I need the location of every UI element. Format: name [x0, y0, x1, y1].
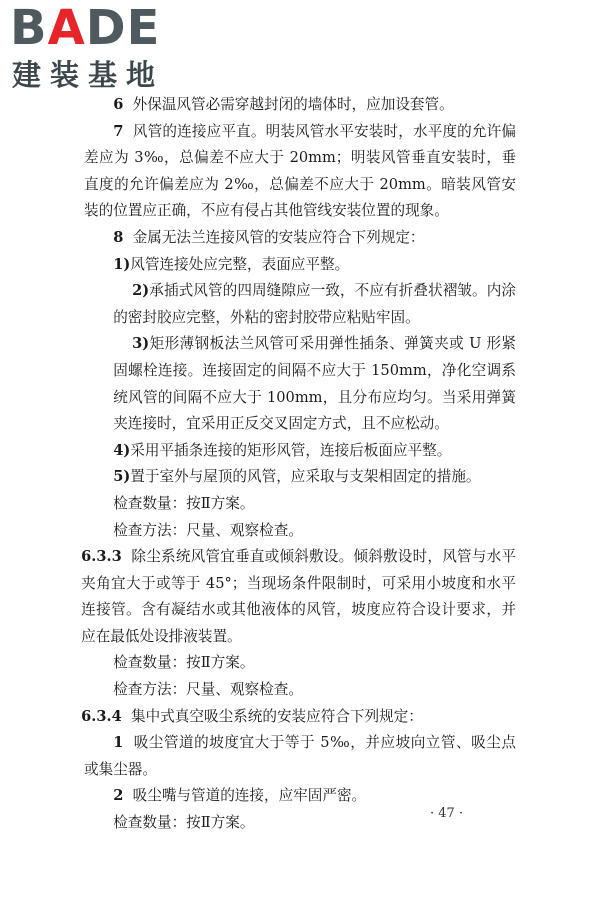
subitem-2-number: 2)	[132, 282, 150, 300]
subitem-1	[84, 252, 516, 279]
item-7	[84, 119, 516, 225]
section-6-3-4-item-1-number: 1	[113, 734, 124, 752]
subitem-2-text: 承插式风管的四周缝隙应一致，不应有折叠状褶皱。内涂的密封胶应完整，外粘的密封胶带应粘贴牢固。	[113, 282, 516, 326]
subitem-5-text: 置于室外与屋顶的风管，应采取与支架相固定的措施。	[130, 468, 481, 486]
section-6-3-3-number: 6.3.3	[81, 548, 122, 566]
section-6-3-4-item-1-text: 吸尘管道的坡度宜大于等于 5‰，并应坡向立管、吸尘点或集尘器。	[84, 734, 517, 778]
section-6-3-4-item-2-number: 2	[113, 787, 124, 805]
subitem-3-text: 矩形薄钢板法兰风管可采用弹性插条、弹簧夹或 U 形紧固螺栓连接。连接固定的间隔不应大于 150mm，净化空调系统风管的间隔不应大于 100mm，且分布应均匀。当采用弹簧夹连接时，宜采用正反交叉固定方式，且不应松动。	[113, 335, 516, 433]
item-7-number: 7	[113, 122, 124, 140]
subitem-3	[84, 331, 516, 437]
section-6-3-4-item-1	[84, 730, 516, 783]
item-7-text: 风管的连接应平直。明装风管水平安装时，水平度的允许偏差应为 3‰，总偏差不应大于 20mm；明装风管垂直安装时，垂直度的允许偏差应为 2‰，总偏差不应大于 20mm。暗装风管安装的位置应正确，不应有侵占其他管线安装位置的现象。	[84, 122, 516, 220]
section-6-3-4-item-2-text: 吸尘嘴与管道的连接，应牢固严密。	[132, 787, 367, 805]
section-6-3-4	[81, 704, 516, 731]
subitem-4-number: 4)	[113, 441, 131, 459]
brand-logo	[10, 0, 180, 94]
subitem-5	[84, 464, 516, 491]
item-8	[84, 225, 516, 252]
logo-letters-de: DE	[85, 0, 161, 56]
item-6	[84, 92, 516, 119]
document-body	[81, 92, 517, 837]
check-method: 检查方法：尺量、观察检查。	[113, 521, 303, 539]
section-6-3-4-number: 6.3.4	[81, 707, 122, 725]
logo-subtitle: 建装基地	[12, 58, 165, 92]
subitem-4-text: 采用平插条连接的矩形风管，连接后板面应平整。	[130, 441, 452, 459]
subitem-3-number: 3)	[132, 335, 150, 353]
subitem-5-number: 5)	[113, 468, 131, 486]
subitem-1-text: 风管连接处应完整，表面应平整。	[130, 255, 350, 273]
item-6-number: 6	[113, 96, 124, 113]
section-6-3-4-text: 集中式真空吸尘系统的安装应符合下列规定：	[131, 707, 423, 725]
subitem-2	[84, 278, 516, 331]
item-8-number: 8	[113, 228, 124, 246]
section-6-3-3-text: 除尘系统风管宜垂直或倾斜敷设。倾斜敷设时，风管与水平夹角宜大于或等于 45°；当现场条件限制时，可采用小坡度和水平连接管。含有凝结水或其他液体的风管，坡度应符合设计要求，并应在最低处设排液装置。	[81, 548, 516, 645]
logo-wordmark	[10, 0, 161, 56]
subitem-1-number: 1)	[113, 255, 131, 273]
logo-letter-a-accent: A	[47, 0, 86, 56]
section-6-3-3-check-method: 检查方法：尺量、观察检查。	[113, 681, 303, 699]
section-6-3-3-check-quantity: 检查数量：按Ⅱ方案。	[113, 654, 255, 672]
item-6-text: 外保温风管必需穿越封闭的墙体时，应加设套管。	[132, 96, 454, 113]
page-number: · 47 ·	[430, 806, 464, 821]
item-8-text: 金属无法兰连接风管的安装应符合下列规定：	[132, 228, 425, 246]
section-6-3-3	[81, 544, 516, 650]
check-quantity: 检查数量：按Ⅱ方案。	[113, 494, 255, 512]
section-6-3-4-check-quantity: 检查数量：按Ⅱ方案。	[113, 814, 255, 832]
logo-letter-b: B	[10, 0, 48, 56]
subitem-4	[84, 438, 516, 465]
